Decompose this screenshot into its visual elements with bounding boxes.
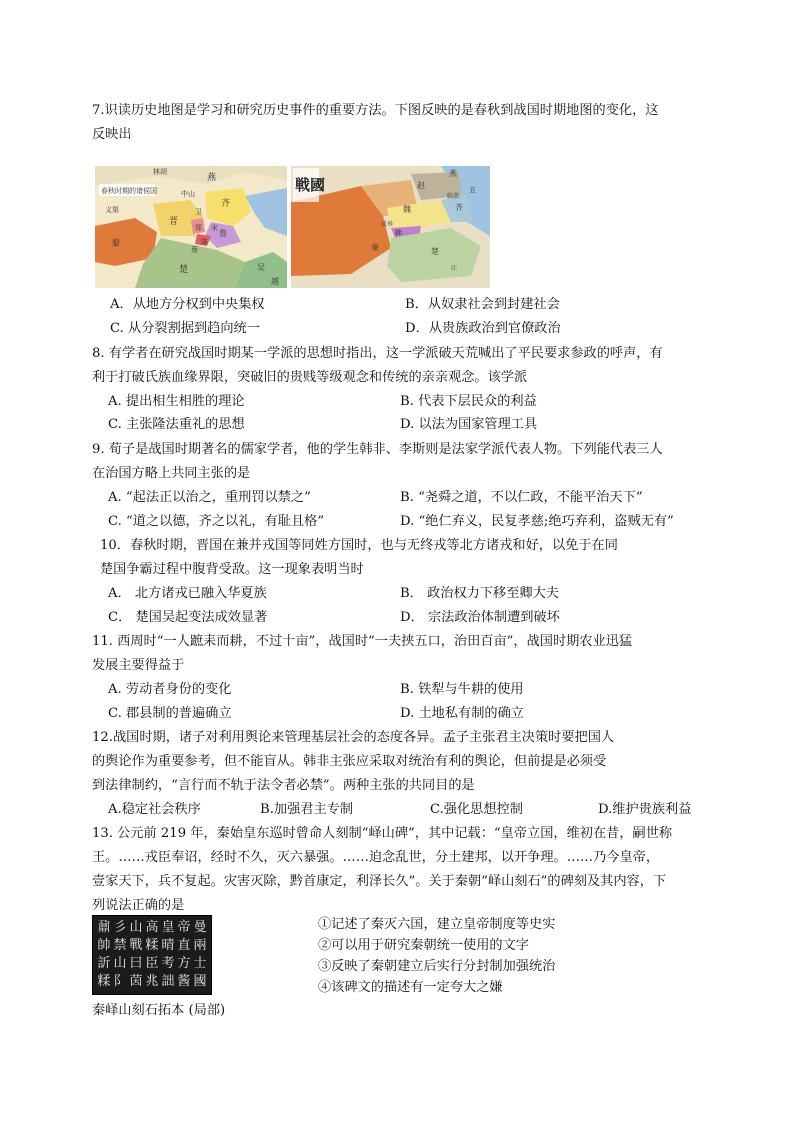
q11-option-c[interactable]: C. 郡县制的普遍确立: [108, 706, 232, 721]
q12-option-b[interactable]: B.加强君主专制: [260, 802, 354, 817]
map-left-label: 秦: [111, 239, 121, 249]
q8-option-b[interactable]: B. 代表下层民众的利益: [400, 394, 537, 409]
q8-stem-line2: 利于打破氏族血缘界限，突破旧的贵贱等级观念和传统的亲亲观念。该学派: [92, 370, 528, 385]
q12-stem-line2: 的舆论作为重要参考，但不能盲从。韩非主张应采取对统治有利的舆论，但前提是必须受: [92, 754, 607, 769]
map-left-label: 燕: [207, 173, 217, 183]
map-left-label: 卫: [195, 208, 202, 216]
warring-states-map: [291, 166, 490, 288]
map-left-label: 齐: [221, 199, 231, 209]
q8-option-c[interactable]: C. 主张隆法重礼的思想: [108, 417, 245, 432]
map-left-label: 吴: [257, 263, 265, 272]
map-left-title: 春秋时期的诸侯国: [101, 187, 157, 195]
map-right-label: 魏: [403, 205, 411, 214]
q9-option-b[interactable]: B. “尧舜之道，不以仁政，不能平治天下”: [400, 490, 643, 505]
map-right-label: 楚: [431, 247, 439, 256]
q10-stem-line1: 10．春秋时期，晋国在兼并戎国等同姓方国时，也与无终戎等北方诸戎和好，以免于在同: [100, 538, 618, 553]
q13-statement-4: ④该碑文的描述有一定夸大之嫌: [318, 980, 503, 995]
q13-statement-1: ①记述了秦灭六国，建立皇帝制度等史实: [318, 917, 556, 932]
q7-option-d[interactable]: D．从贵族政治到官僚政治: [405, 321, 561, 336]
q9-stem-line2: 在治国方略上共同主张的是: [92, 466, 251, 481]
q13-statement-3: ③反映了秦朝建立后实行分封制加强统治: [318, 959, 556, 974]
q11-option-d[interactable]: D. 土地私有制的确立: [400, 706, 524, 721]
q13-stem-line1: 13. 公元前 219 年，秦始皇东巡时曾命人刻制“峄山碑”，其中记载：“皇帝立国，维初在昔，嗣世称: [92, 826, 673, 841]
q9-option-a[interactable]: A. “起法正以治之，重刑罚以禁之”: [108, 490, 311, 505]
map-right-label: 秦: [371, 243, 379, 252]
q11-option-b[interactable]: B. 铁犁与牛耕的使用: [400, 682, 524, 697]
q7-stem-line1: 7.识读历史地图是学习和研究历史事件的重要方法。下图反映的是春秋到战国时期地图的变化，这: [92, 103, 659, 118]
q12-stem-line3: 到法律制约，“言行而不轨于法令者必禁”。两种主张的共同目的是: [92, 778, 475, 793]
q11-stem-line2: 发展主要得益于: [92, 658, 185, 673]
q13-stem-line3: 壹家天下，兵不复起。灾害灭除，黔首康定，利泽长久”。关于秦朝“峄山刻石”的碑刻及其内容，下: [92, 874, 667, 889]
q13-stem-line2: 王。……戎臣奉诏，经时不久，灭六暴强。……迫念乱世，分土建邦，以开争理。……乃今皇帝，: [92, 850, 660, 865]
map-right-label: 燕: [449, 169, 457, 178]
q9-option-d[interactable]: D. “绝仁弃义，民复孝慈;绝巧弃利，盗贼无有”: [400, 514, 674, 529]
q10-option-c[interactable]: C． 楚国吴起变法成效显著: [108, 610, 268, 625]
q13-stem-line4: 列说法正确的是: [92, 898, 185, 913]
map-right-label: 五: [469, 186, 476, 194]
map-left-label: 晋: [169, 217, 179, 227]
map-left-label: 楚: [179, 265, 189, 275]
q7-option-a[interactable]: A．从地方分权到中央集权: [110, 297, 265, 312]
spring-autumn-map: [95, 166, 287, 288]
q7-option-b[interactable]: B．从奴隶社会到封建社会: [405, 297, 560, 312]
map-right-label: 成皋: [381, 221, 394, 228]
q8-option-d[interactable]: D. 以法为国家管理工具: [400, 417, 538, 432]
q8-stem-line1: 8. 有学者在研究战国时期某一学派的思想时指出，这一学派破天荒喊出了平民要求参政的呼声，有: [92, 346, 663, 361]
q10-option-d[interactable]: D． 宗法政治体制遭到破坏: [400, 610, 560, 625]
q13-statement-2: ②可以用于研究秦朝统一使用的文字: [318, 938, 529, 953]
q11-stem-line1: 11. 西周时“一人蹠耒而耕，不过十亩”，战国时“一夫挟五口，治田百亩”，战国时期农业迅猛: [92, 634, 633, 649]
q9-stem-line1: 9. 荀子是战国时期著名的儒家学者，他的学生韩非、李斯则是法家学派代表人物。下列能代表三人: [92, 442, 663, 457]
map-left-label: 鲁: [219, 229, 227, 238]
q12-option-c[interactable]: C.强化思想控制: [430, 802, 523, 817]
q7-stem-line2: 反映出: [92, 127, 132, 142]
q12-option-a[interactable]: A.稳定社会秩序: [108, 802, 201, 817]
q10-option-a[interactable]: A． 北方诸戎已融入华夏族: [108, 586, 267, 601]
map-right-label: 江: [451, 265, 458, 272]
q12-stem-line1: 12.战国时期，诸子对利用舆论来管理基层社会的态度各异。孟子主张君主决策时要把国人: [92, 730, 615, 745]
stone-rubbing-image: 鼐 帥 訢 糅 彡 禁 山 阝 山 戰 曰 茵 高 糅 臣 兆 皇 晴 考 詘 帝 直 方 酱 曼 兩 士 國: [92, 915, 212, 995]
map-left-label: 陈: [201, 238, 208, 246]
q9-option-c[interactable]: C. “道之以德，齐之以礼，有耻且格”: [108, 514, 325, 529]
q7-option-c[interactable]: C. 从分裂割据到趋向统一: [110, 321, 260, 336]
q8-option-a[interactable]: A. 提出相生相胜的理论: [108, 394, 245, 409]
map-right-title: 戦國: [295, 176, 326, 194]
q10-stem-line2: 楚国争霸过程中腹背受敌。这一现象表明当时: [100, 562, 364, 577]
q12-option-d[interactable]: D.维护贵族利益: [598, 802, 692, 817]
map-left-label: 越: [271, 277, 279, 286]
map-right-label: 齐: [455, 203, 463, 212]
rubbing-caption: 秦峄山刻石拓本 (局部): [92, 1003, 226, 1018]
map-right-label: 临淄: [447, 193, 460, 200]
q10-option-b[interactable]: B． 政治权力下移至卿大夫: [400, 586, 559, 601]
map-left-label: 郑: [195, 224, 202, 232]
map-left-label: 义渠: [105, 206, 119, 214]
map-right-label: 韩: [395, 229, 402, 237]
map-left-label: 蔡: [191, 246, 198, 254]
map-right-label: 赵: [417, 181, 425, 190]
map-left-label: 宋: [211, 224, 218, 232]
q7-maps-figure: [95, 166, 490, 288]
q11-option-a[interactable]: A. 劳动者身份的变化: [108, 682, 232, 697]
map-left-label: 林胡: [153, 168, 167, 176]
map-left-label: 中山: [181, 190, 195, 198]
